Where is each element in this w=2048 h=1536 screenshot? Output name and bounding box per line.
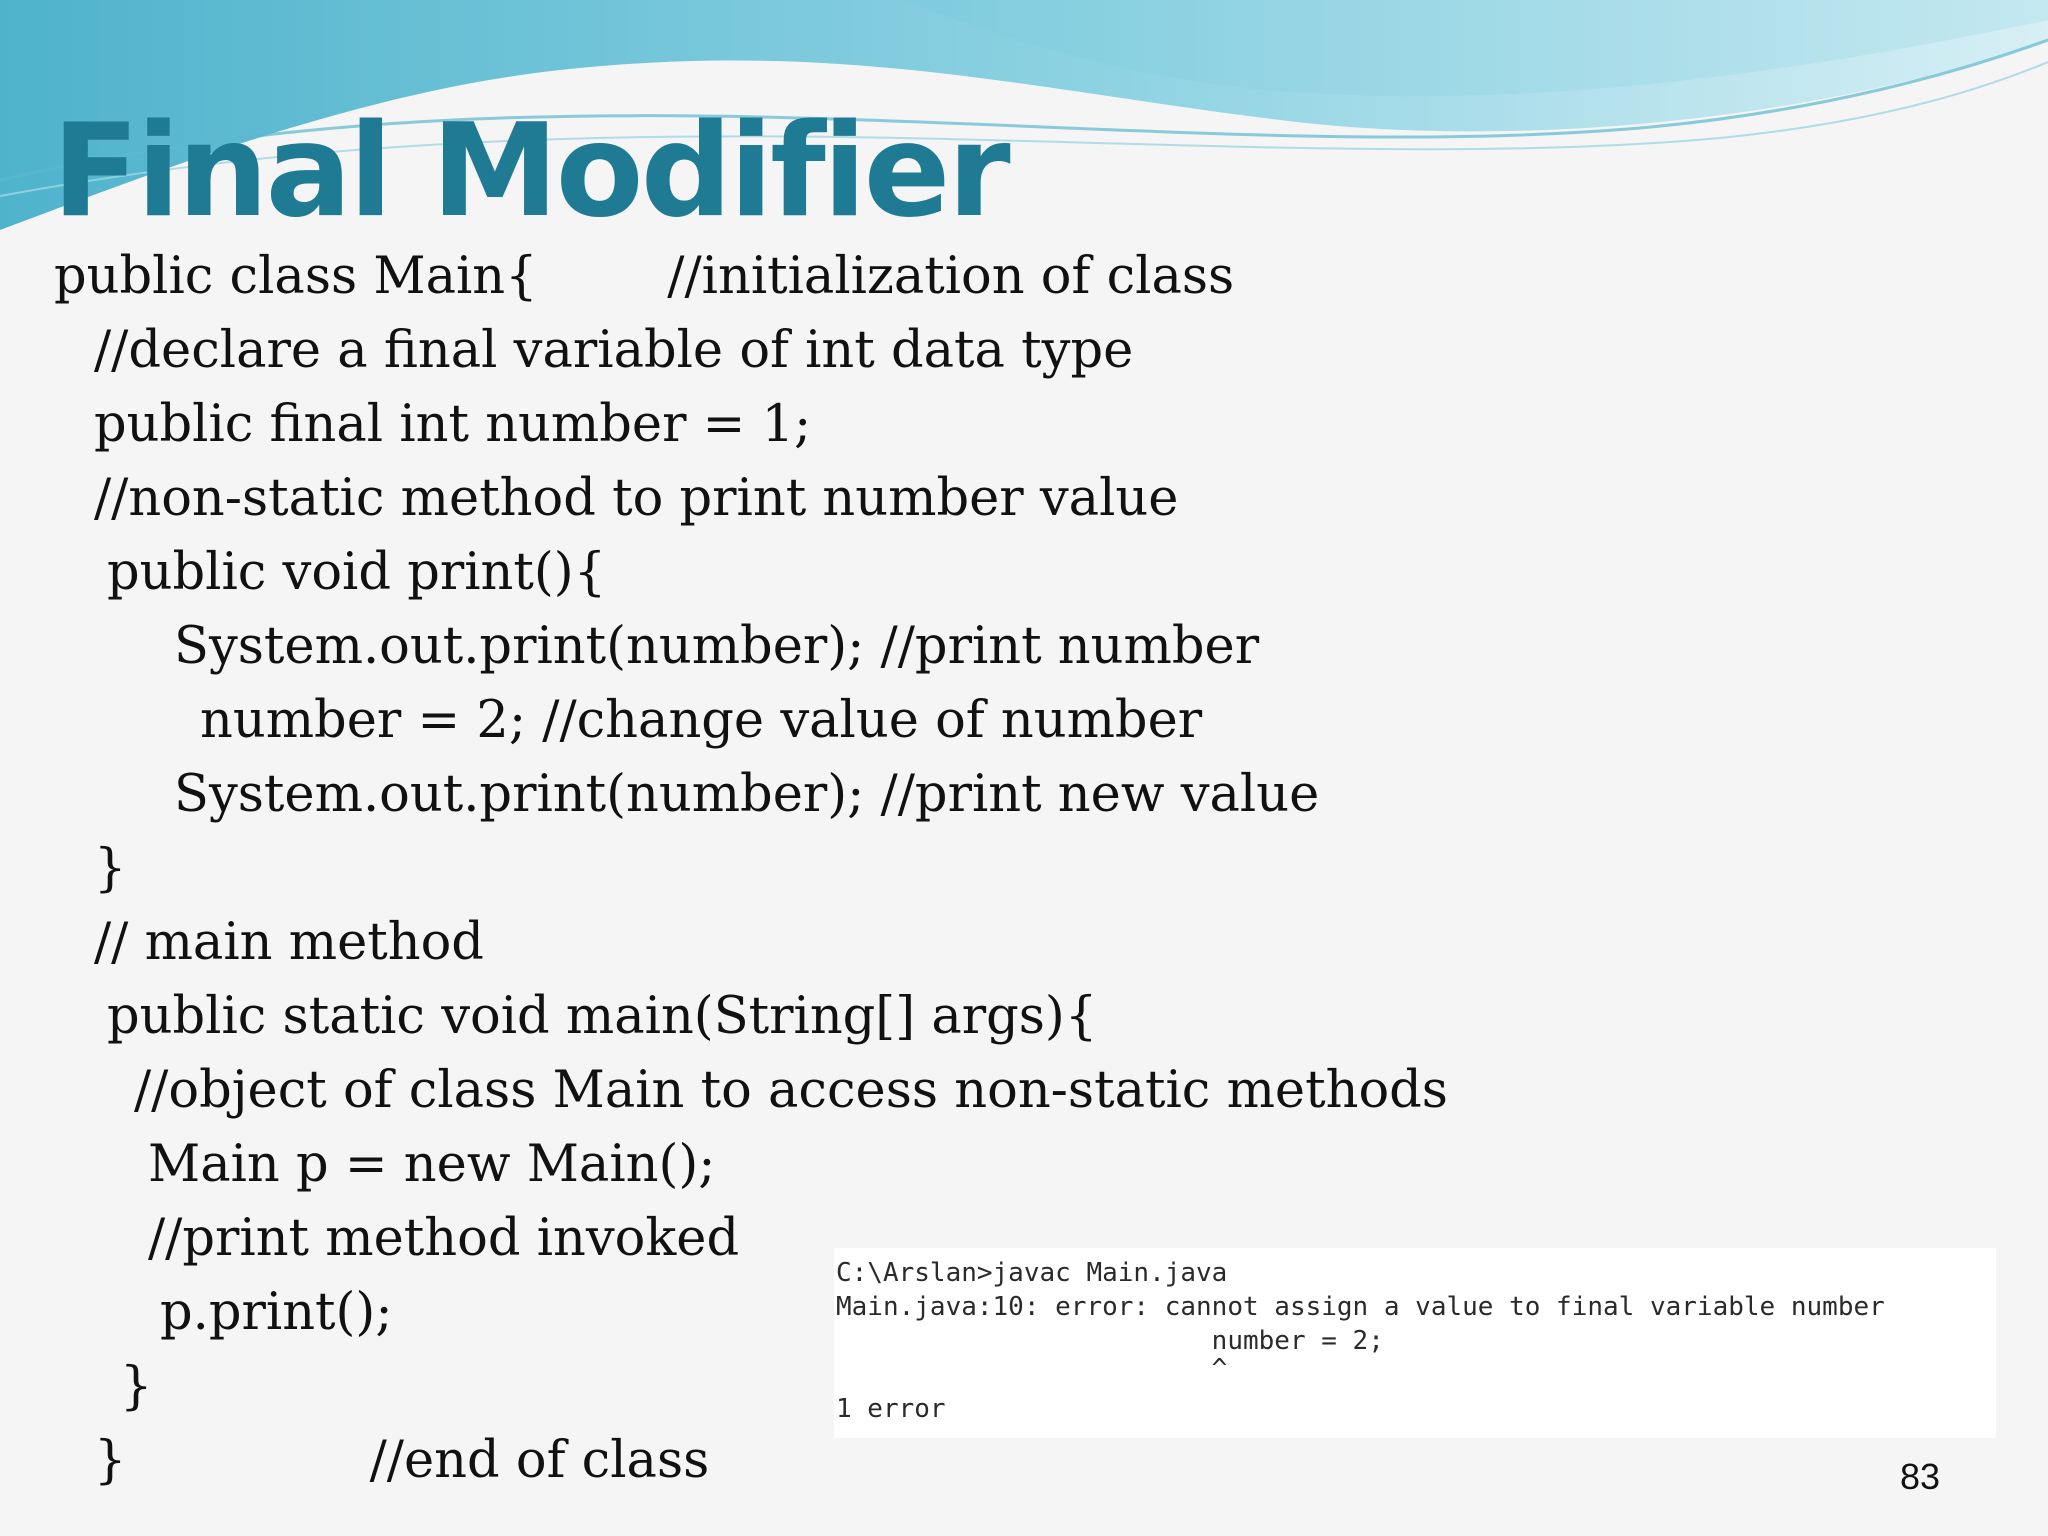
code-line: //object of class Main to access non-static methods: [134, 1061, 1448, 1120]
code-line: Main p = new Main();: [148, 1135, 716, 1194]
slide-title: Final Modifier: [52, 97, 1008, 246]
console-line: ^: [836, 1354, 1228, 1384]
code-line: System.out.print(number); //print number: [174, 617, 1260, 676]
code-line: public final int number = 1;: [94, 395, 812, 454]
code-line: //declare a final variable of int data type: [94, 321, 1134, 380]
code-line: //non-static method to print number value: [94, 469, 1179, 528]
console-line: number = 2;: [836, 1326, 1384, 1356]
code-line: public class Main{ //initialization of class: [54, 247, 1235, 306]
compiler-output-screenshot: [834, 1248, 1996, 1438]
code-line: public static void main(String[] args){: [107, 987, 1098, 1046]
code-line: //print method invoked: [148, 1209, 740, 1268]
code-line: number = 2; //change value of number: [200, 691, 1203, 750]
code-line: }: [120, 1357, 153, 1416]
code-line: p.print();: [160, 1283, 393, 1342]
code-line: public void print(){: [107, 543, 607, 602]
code-line: System.out.print(number); //print new value: [174, 765, 1320, 824]
console-line: 1 error: [836, 1394, 946, 1424]
console-line: C:\Arslan>javac Main.java: [836, 1258, 1228, 1288]
code-line: // main method: [94, 913, 484, 972]
code-line: }: [94, 839, 127, 898]
code-line: } //end of class: [94, 1431, 710, 1490]
console-line: Main.java:10: error: cannot assign a value to final variable number: [836, 1292, 1885, 1322]
page-number: 83: [1900, 1456, 1941, 1497]
